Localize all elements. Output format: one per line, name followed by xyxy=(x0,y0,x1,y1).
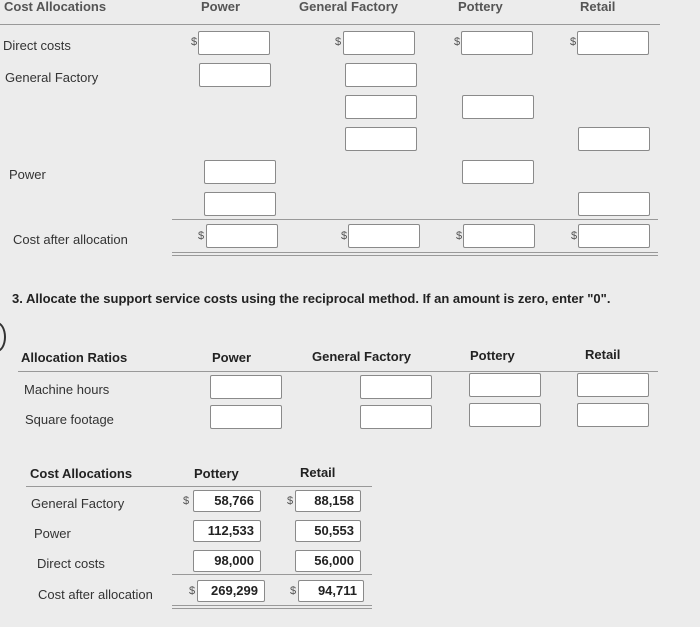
power-retail-value[interactable]: 50,553 xyxy=(295,520,361,542)
after-general-factory-input[interactable] xyxy=(348,224,420,248)
alloc-double-rule-1 xyxy=(172,605,372,606)
dollar-sign: $ xyxy=(183,495,190,507)
alloc-header-pottery: Pottery xyxy=(194,466,239,481)
alloc-row-power: Power xyxy=(34,526,71,541)
ratios-row-square-footage: Square footage xyxy=(25,412,114,427)
gf-general-factory-input-3[interactable] xyxy=(345,127,417,151)
question-text: 3. Allocate the support service costs using the reciprocal method. If an amount is zero, enter "0". xyxy=(12,291,611,306)
direct-retail-value[interactable]: 56,000 xyxy=(295,550,361,572)
square-footage-general-factory-input[interactable] xyxy=(360,405,432,429)
machine-hours-retail-input[interactable] xyxy=(577,373,649,397)
ratios-section-header: Allocation Ratios xyxy=(21,350,128,365)
alloc-row-general-factory: General Factory xyxy=(31,496,125,511)
machine-hours-pottery-input[interactable] xyxy=(469,373,541,397)
ratios-header-retail: Retail xyxy=(585,347,621,362)
gf-retail-value[interactable]: 88,158 xyxy=(295,490,361,512)
direct-retail-input[interactable] xyxy=(577,31,649,55)
dollar-sign: $ xyxy=(198,230,205,242)
ratios-header-pottery: Pottery xyxy=(470,348,515,363)
top-header-power: Power xyxy=(201,0,241,14)
gf-power-input[interactable] xyxy=(199,63,271,87)
alloc-header-retail: Retail xyxy=(300,465,336,480)
dollar-sign: $ xyxy=(454,36,461,48)
gf-general-factory-input-2[interactable] xyxy=(345,95,417,119)
after-pottery-input[interactable] xyxy=(463,224,535,248)
direct-general-factory-input[interactable] xyxy=(343,31,415,55)
power-retail-input[interactable] xyxy=(578,192,650,216)
ratios-header-general-factory: General Factory xyxy=(312,349,411,364)
gf-pottery-value[interactable]: 58,766 xyxy=(193,490,261,512)
alloc-subtotal-rule xyxy=(172,574,372,575)
top-subtotal-rule xyxy=(172,219,658,220)
after-retail-value[interactable]: 94,711 xyxy=(298,580,364,602)
ratios-row-machine-hours: Machine hours xyxy=(24,382,110,397)
ratios-header-rule xyxy=(18,371,658,372)
top-header-pottery: Pottery xyxy=(458,0,503,14)
after-retail-input[interactable] xyxy=(578,224,650,248)
alloc-double-rule-2 xyxy=(172,608,372,609)
dollar-sign: $ xyxy=(570,36,577,48)
square-footage-power-input[interactable] xyxy=(210,405,282,429)
after-power-input[interactable] xyxy=(206,224,278,248)
dollar-sign: $ xyxy=(341,230,348,242)
top-row-general-factory: General Factory xyxy=(5,70,99,85)
top-row-power: Power xyxy=(9,167,46,182)
dollar-sign: $ xyxy=(189,585,196,597)
top-double-rule-2 xyxy=(172,255,658,256)
dollar-sign: $ xyxy=(571,230,578,242)
top-section-header: Cost Allocations xyxy=(4,0,107,14)
top-row-cost-after: Cost after allocation xyxy=(13,232,128,247)
power-power-input-1[interactable] xyxy=(204,160,276,184)
gf-general-factory-input-1[interactable] xyxy=(345,63,417,87)
top-header-rule xyxy=(0,24,660,25)
top-header-general-factory: General Factory xyxy=(299,0,398,14)
top-header-retail: Retail xyxy=(580,0,616,14)
direct-power-input[interactable] xyxy=(198,31,270,55)
direct-pottery-input[interactable] xyxy=(461,31,533,55)
after-pottery-value[interactable]: 269,299 xyxy=(197,580,265,602)
alloc-section-header: Cost Allocations xyxy=(30,466,133,481)
square-footage-retail-input[interactable] xyxy=(577,403,649,427)
square-footage-pottery-input[interactable] xyxy=(469,403,541,427)
gf-retail-input[interactable] xyxy=(578,127,650,151)
dollar-sign: $ xyxy=(290,585,297,597)
gf-pottery-input[interactable] xyxy=(462,95,534,119)
alloc-row-cost-after: Cost after allocation xyxy=(38,587,153,602)
dollar-sign: $ xyxy=(287,495,294,507)
power-power-input-2[interactable] xyxy=(204,192,276,216)
direct-pottery-value[interactable]: 98,000 xyxy=(193,550,261,572)
alloc-header-rule xyxy=(26,486,372,487)
dollar-sign: $ xyxy=(335,36,342,48)
panel-edge-handle xyxy=(0,322,6,352)
power-pottery-input[interactable] xyxy=(462,160,534,184)
top-double-rule-1 xyxy=(172,252,658,253)
machine-hours-power-input[interactable] xyxy=(210,375,282,399)
top-row-direct-costs: Direct costs xyxy=(3,38,71,53)
ratios-header-power: Power xyxy=(212,350,252,365)
machine-hours-general-factory-input[interactable] xyxy=(360,375,432,399)
alloc-row-direct-costs: Direct costs xyxy=(37,556,105,571)
power-pottery-value[interactable]: 112,533 xyxy=(193,520,261,542)
dollar-sign: $ xyxy=(456,230,463,242)
dollar-sign: $ xyxy=(191,36,198,48)
